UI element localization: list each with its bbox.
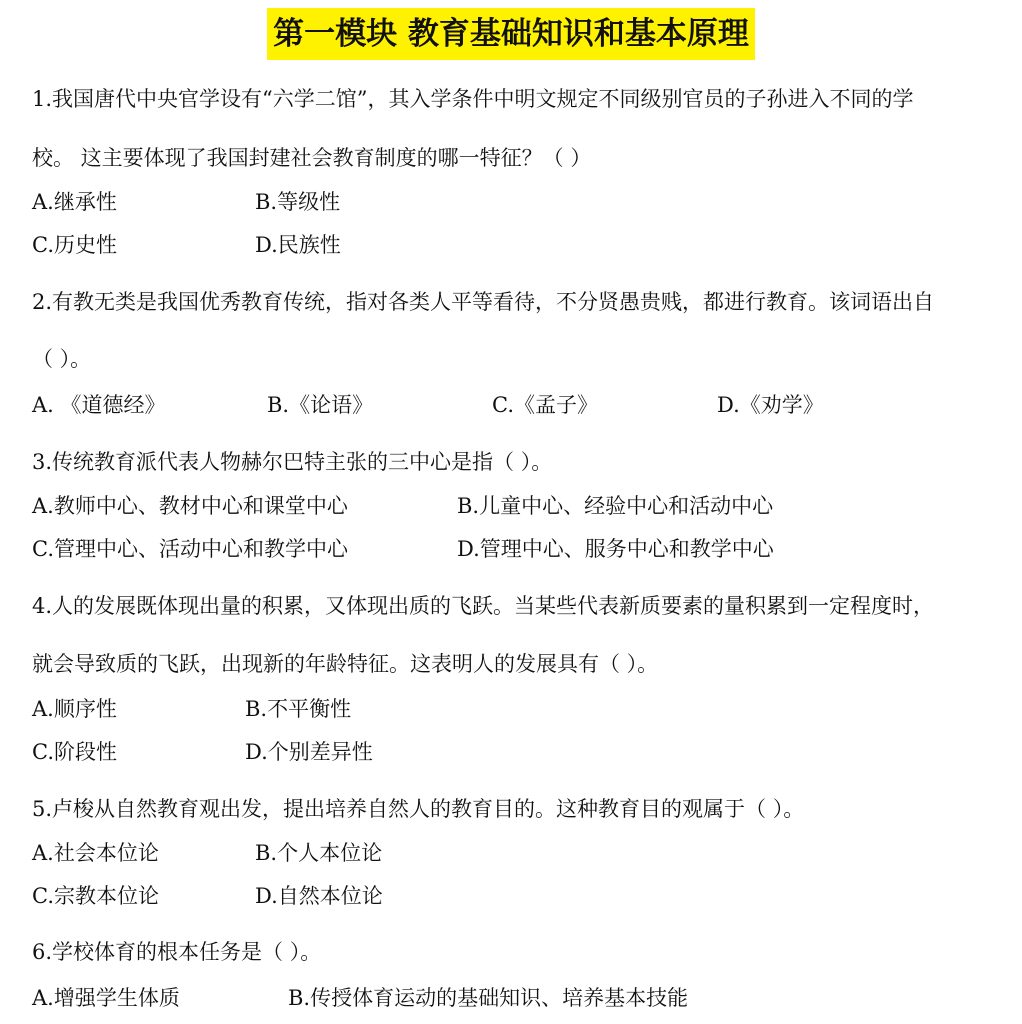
question-4-option-a: A.顺序性	[32, 697, 117, 721]
question-3-option-b: B.儿童中心、经验中心和活动中心	[457, 494, 774, 518]
question-2-option-d: D.《劝学》	[717, 393, 824, 417]
question-4-option-b: B.不平衡性	[245, 697, 352, 721]
question-2-text-line-2: （ ）。	[32, 347, 92, 371]
question-1-text-line-2: 校。 这主要体现了我国封建社会教育制度的哪一特征？（ ）	[32, 146, 592, 170]
question-6-option-a: A.增强学生体质	[32, 986, 180, 1010]
question-1-option-b: B.等级性	[255, 190, 341, 214]
question-1-option-c: C.历史性	[32, 233, 117, 257]
question-5-option-a: A.社会本位论	[32, 841, 159, 865]
question-3-option-d: D.管理中心、服务中心和教学中心	[457, 537, 774, 561]
question-2-text-line-1: 2.有教无类是我国优秀教育传统，指对各类人平等看待，不分贤愚贵贱，都进行教育。该词语出自	[32, 290, 935, 314]
question-1-option-d: D.民族性	[255, 233, 341, 257]
question-4-option-d: D.个别差异性	[245, 740, 373, 764]
question-1-option-a: A.继承性	[32, 190, 117, 214]
question-4-text-line-1: 4.人的发展既体现出量的积累，又体现出质的飞跃。当某些代表新质要素的量积累到一定程度时，	[32, 594, 935, 618]
question-5-option-b: B.个人本位论	[255, 841, 383, 865]
question-5-option-d: D.自然本位论	[255, 884, 383, 908]
question-4-option-c: C.阶段性	[32, 740, 117, 764]
question-3-text-line-1: 3.传统教育派代表人物赫尔巴特主张的三中心是指（ ）。	[32, 450, 553, 474]
question-6-text-line-1: 6.学校体育的根本任务是（ ）。	[32, 940, 322, 964]
title-wrap	[0, 8, 1022, 60]
question-5-text-line-1: 5.卢梭从自然教育观出发，提出培养自然人的教育目的。这种教育目的观属于（ ）。	[32, 797, 805, 821]
question-3-option-c: C.管理中心、活动中心和教学中心	[32, 537, 348, 561]
page-title: 第一模块 教育基础知识和基本原理	[267, 8, 755, 60]
question-2-option-b: B.《论语》	[267, 393, 374, 417]
question-2-option-c: C.《孟子》	[492, 393, 598, 417]
question-4-text-line-2: 就会导致质的飞跃，出现新的年龄特征。这表明人的发展具有（ ）。	[32, 652, 659, 676]
question-5-option-c: C.宗教本位论	[32, 884, 159, 908]
question-1-text-line-1: 1.我国唐代中央官学设有“六学二馆”，其入学条件中明文规定不同级别官员的子孙进入不同的学	[32, 87, 914, 111]
question-3-option-a: A.教师中心、教材中心和课堂中心	[32, 494, 348, 518]
question-2-option-a: A. 《道德经》	[32, 393, 166, 417]
question-6-option-b: B.传授体育运动的基础知识、培养基本技能	[288, 986, 689, 1010]
